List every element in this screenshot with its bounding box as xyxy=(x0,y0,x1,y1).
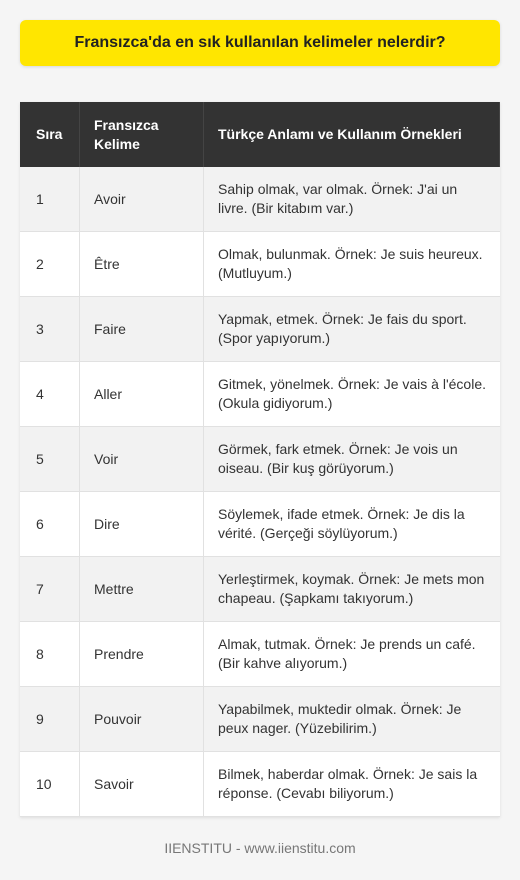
word-cell: Dire xyxy=(80,492,204,556)
rank-cell: 6 xyxy=(20,492,80,556)
meaning-cell: Bilmek, haberdar olmak. Örnek: Je sais la réponse. (Cevabı biliyorum.) xyxy=(218,766,478,801)
rank-cell: 10 xyxy=(20,752,80,816)
header-word: Fransızca Kelime xyxy=(80,102,204,167)
header-meaning: Türkçe Anlamı ve Kullanım Örnekleri xyxy=(204,102,500,167)
table-row xyxy=(20,687,500,752)
table-row xyxy=(20,492,500,557)
word-cell: Être xyxy=(80,232,204,296)
footer-credit: IIENSTITU - www.iienstitu.com xyxy=(164,840,356,856)
meaning-cell: Yapmak, etmek. Örnek: Je fais du sport. (Spor yapıyorum.) xyxy=(218,311,467,346)
rank-cell: 4 xyxy=(20,362,80,426)
rank-cell: 8 xyxy=(20,622,80,686)
meaning-cell: Görmek, fark etmek. Örnek: Je vois un oiseau. (Bir kuş görüyorum.) xyxy=(218,441,458,476)
header-rank: Sıra xyxy=(20,102,80,167)
meaning-cell: Yapabilmek, muktedir olmak. Örnek: Je peux nager. (Yüzebilirim.) xyxy=(218,701,462,736)
meaning-cell: Söylemek, ifade etmek. Örnek: Je dis la vérité. (Gerçeği söylüyorum.) xyxy=(218,506,465,541)
table-row xyxy=(20,427,500,492)
word-cell: Voir xyxy=(80,427,204,491)
rank-cell: 3 xyxy=(20,297,80,361)
meaning-cell: Almak, tutmak. Örnek: Je prends un café. (Bir kahve alıyorum.) xyxy=(218,636,476,671)
table-row xyxy=(20,232,500,297)
rank-cell: 9 xyxy=(20,687,80,751)
word-cell: Aller xyxy=(80,362,204,426)
word-cell: Avoir xyxy=(80,167,204,231)
word-cell: Faire xyxy=(80,297,204,361)
table-row xyxy=(20,297,500,362)
page-title: Fransızca'da en sık kullanılan kelimeler nelerdir? xyxy=(20,20,500,66)
meaning-cell: Yerleştirmek, koymak. Örnek: Je mets mon chapeau. (Şapkamı takıyorum.) xyxy=(218,571,485,606)
word-cell: Savoir xyxy=(80,752,204,816)
rank-cell: 1 xyxy=(20,167,80,231)
table-row xyxy=(20,557,500,622)
word-cell: Pouvoir xyxy=(80,687,204,751)
table-header-row xyxy=(20,102,500,167)
table-row xyxy=(20,622,500,687)
meaning-cell: Sahip olmak, var olmak. Örnek: J'ai un livre. (Bir kitabım var.) xyxy=(218,181,458,216)
table-row xyxy=(20,167,500,232)
rank-cell: 5 xyxy=(20,427,80,491)
word-cell: Mettre xyxy=(80,557,204,621)
meaning-cell: Gitmek, yönelmek. Örnek: Je vais à l'école. (Okula gidiyorum.) xyxy=(218,376,486,411)
table-row xyxy=(20,752,500,817)
rank-cell: 7 xyxy=(20,557,80,621)
word-table xyxy=(20,102,500,817)
meaning-cell: Olmak, bulunmak. Örnek: Je suis heureux. (Mutluyum.) xyxy=(218,246,483,281)
table-row xyxy=(20,362,500,427)
rank-cell: 2 xyxy=(20,232,80,296)
word-cell: Prendre xyxy=(80,622,204,686)
